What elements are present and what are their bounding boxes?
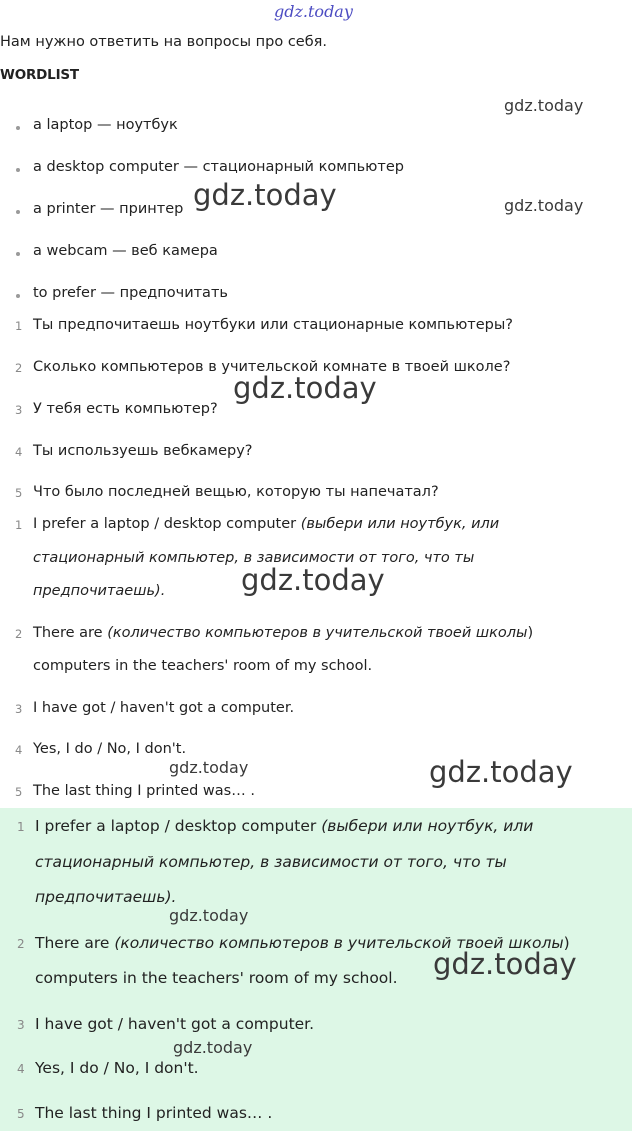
question-text: Ты предпочитаешь ноутбуки или стационарные компьютеры?: [33, 317, 513, 333]
answer-text: There are: [35, 934, 115, 952]
wordlist-heading: WORDLIST: [0, 67, 79, 83]
answer-number: 3: [15, 702, 23, 716]
answer-note: (выбери или ноутбук, или: [300, 516, 500, 532]
answer-text: I have got / haven't got a computer.: [35, 1015, 315, 1033]
answer-number: 1: [17, 820, 25, 834]
bullet-icon: [16, 210, 20, 214]
question-text: Что было последней вещью, которую ты напечатал?: [33, 484, 439, 500]
bullet-icon: [16, 252, 20, 256]
answer-number: 3: [17, 1018, 25, 1032]
answer-text: Yes, I do / No, I don't.: [33, 741, 187, 757]
answer-line: [35, 817, 533, 835]
answer-number: 1: [15, 518, 23, 532]
watermark-top: gdz.today: [274, 2, 353, 21]
wordlist-item: to prefer — предпочитать: [33, 285, 228, 301]
wordlist-item: a desktop computer — стационарный компьютер: [33, 159, 404, 175]
watermark: gdz.today: [429, 755, 573, 789]
answer-number: 5: [17, 1107, 25, 1121]
answer-note: (количество компьютеров в учительской твоей школы: [114, 934, 564, 952]
watermark: gdz.today: [433, 947, 577, 981]
question-number: 1: [15, 319, 23, 333]
bullet-icon: [16, 126, 20, 130]
watermark: gdz.today: [504, 96, 584, 115]
question-number: 2: [15, 361, 23, 375]
answer-text: I prefer a laptop / desktop computer: [33, 516, 301, 532]
answer-text: I have got / haven't got a computer.: [33, 700, 295, 716]
question-number: 3: [15, 403, 23, 417]
watermark: gdz.today: [504, 196, 584, 215]
answer-number: 2: [17, 937, 25, 951]
answer-text: There are: [33, 625, 108, 641]
question-text: Ты используешь вебкамеру?: [33, 443, 253, 459]
question-number: 5: [15, 486, 23, 500]
intro-text: Нам нужно ответить на вопросы про себя.: [0, 34, 327, 50]
answer-note: стационарный компьютер, в зависимости от того, что ты: [33, 550, 475, 566]
answer-note: (выбери или ноутбук, или: [321, 817, 534, 835]
question-number: 4: [15, 445, 23, 459]
watermark: gdz.today: [173, 1038, 253, 1057]
watermark: gdz.today: [169, 758, 249, 777]
watermark: gdz.today: [193, 178, 337, 212]
answer-text: The last thing I printed was… .: [35, 1104, 273, 1122]
wordlist-item: a webcam — веб камера: [33, 243, 218, 259]
answer-note: (количество компьютеров в учительской твоей школы: [107, 625, 528, 641]
answer-note: стационарный компьютер, в зависимости от того, что ты: [35, 853, 507, 871]
bullet-icon: [16, 168, 20, 172]
answer-line: [33, 625, 533, 641]
answer-text: Yes, I do / No, I don't.: [35, 1059, 199, 1077]
watermark: gdz.today: [233, 371, 377, 405]
answer-number: 5: [15, 785, 23, 799]
answer-number: 2: [15, 627, 23, 641]
bullet-icon: [16, 294, 20, 298]
answer-text: ): [563, 934, 570, 952]
answer-text: ): [527, 625, 534, 641]
question-text: У тебя есть компьютер?: [33, 401, 218, 417]
wordlist-item: a laptop — ноутбук: [33, 117, 178, 133]
answer-note: предпочитаешь).: [35, 888, 177, 906]
answer-text: computers in the teachers' room of my school.: [35, 969, 398, 987]
watermark: gdz.today: [241, 563, 385, 597]
answer-text: computers in the teachers' room of my school.: [33, 658, 373, 674]
answer-note: предпочитаешь).: [33, 583, 166, 599]
answer-number: 4: [15, 743, 23, 757]
answer-line: [33, 516, 499, 532]
answer-text: The last thing I printed was… .: [33, 783, 255, 799]
answer-text: I prefer a laptop / desktop computer: [35, 817, 322, 835]
question-text: Сколько компьютеров в учительской комнате в твоей школе?: [33, 359, 511, 375]
wordlist-item: a printer — принтер: [33, 201, 184, 217]
watermark: gdz.today: [169, 906, 249, 925]
answer-number: 4: [17, 1062, 25, 1076]
